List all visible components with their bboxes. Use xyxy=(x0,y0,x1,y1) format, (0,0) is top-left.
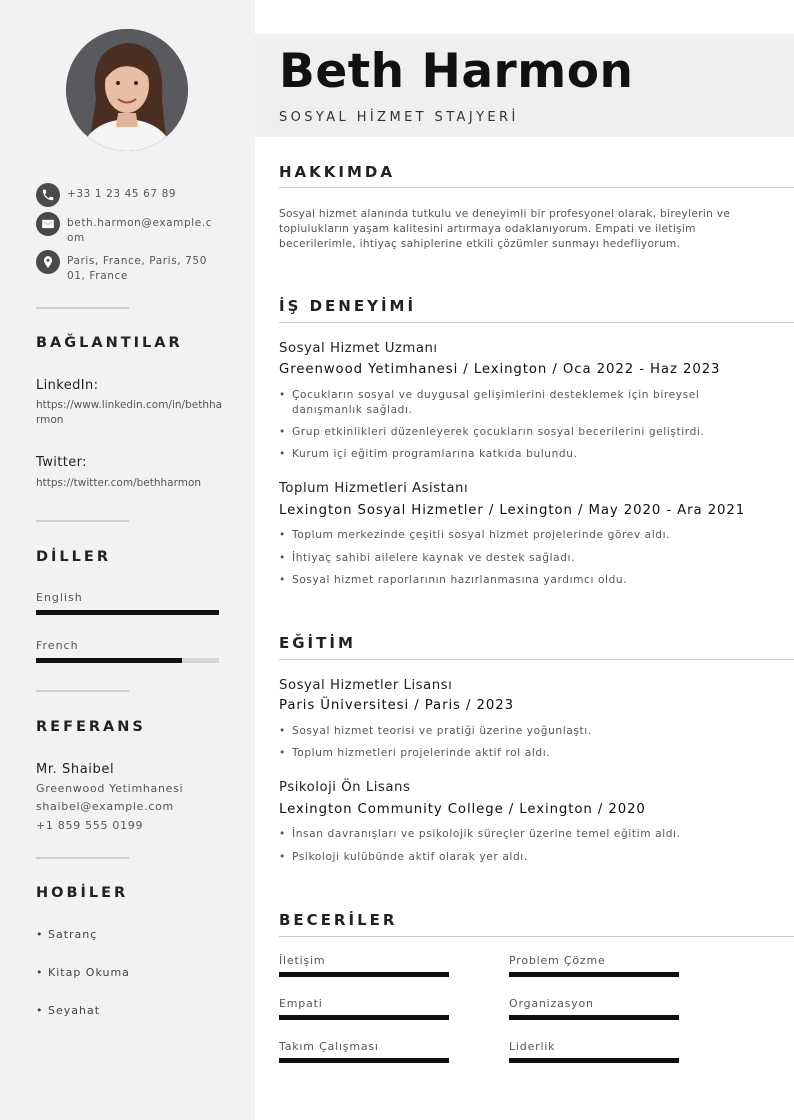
phone-text: +33 1 23 45 67 89 xyxy=(67,188,177,200)
hobby-item: • Kitap Okuma xyxy=(36,966,130,979)
language-level-fill xyxy=(36,610,219,615)
skill-level-fill xyxy=(279,1015,449,1020)
contact-email xyxy=(36,212,213,246)
skill-name: İletişim xyxy=(279,954,326,967)
job-bullet: • Grup etkinlikleri düzenleyerek çocukların sosyal becerilerini geliştirdi. xyxy=(279,425,752,440)
hobby-item: • Seyahat xyxy=(36,1004,101,1017)
hobby-item: • Satranç xyxy=(36,928,98,941)
language-level-bar xyxy=(36,610,219,615)
education-heading: EĞİTİM xyxy=(279,634,356,652)
section-rule xyxy=(279,187,794,188)
reference-name: Mr. Shaibel xyxy=(36,762,115,777)
language-level-fill xyxy=(36,658,182,663)
skills-heading: BECERİLER xyxy=(279,911,398,929)
sidebar xyxy=(0,0,255,1120)
section-rule xyxy=(279,659,794,660)
phone-icon xyxy=(36,183,60,207)
degree-bullet: • İnsan davranışları ve psikolojik süreçler üzerine temel eğitim aldı. xyxy=(279,827,752,842)
language-level-bar xyxy=(36,658,219,663)
location-pin-icon xyxy=(36,250,60,274)
about-text: Sosyal hizmet alanında tutkulu ve deneyimli bir profesyonel olarak, bireylerin ve toplulukların yaşam kalitesini artırmaya odaklanıyorum. Empati ve iletişim becerilerimle, ihtiyaç sahiplerine etkili çözümler sunmayı hedefliyorum. xyxy=(279,208,731,250)
skill-level-bar xyxy=(509,1015,679,1020)
job-title: Toplum Hizmetleri Asistanı xyxy=(279,481,469,496)
job-bullet: • Toplum merkezinde çeşitli sosyal hizmet projelerinde görev aldı. xyxy=(279,528,752,543)
job-bullet: • Kurum içi eğitim programlarına katkıda bulundu. xyxy=(279,447,752,462)
divider xyxy=(36,690,129,692)
skill-level-bar xyxy=(279,1015,449,1020)
job-bullet: • Çocukların sosyal ve duygusal gelişimlerini desteklemek için bireysel danışmanlık sağladı. xyxy=(279,388,752,418)
reference-phone: +1 859 555 0199 xyxy=(36,819,144,832)
degree-bullet: • Psikoloji kulübünde aktif olarak yer aldı. xyxy=(279,850,752,865)
degree-bullet: • Toplum hizmetleri projelerinde aktif rol aldı. xyxy=(279,746,752,761)
about-heading: HAKKIMDA xyxy=(279,163,395,181)
candidate-name: Beth Harmon xyxy=(279,44,634,99)
email-icon xyxy=(36,212,60,236)
skill-name: Empati xyxy=(279,997,323,1010)
twitter-label: Twitter: xyxy=(36,455,87,470)
skill-level-bar xyxy=(509,1058,679,1063)
linkedin-link[interactable]: https://www.linkedin.com/in/bethharmon xyxy=(36,399,223,426)
skill-level-fill xyxy=(279,1058,449,1063)
hobbies-heading: HOBİLER xyxy=(36,885,129,901)
profile-photo xyxy=(66,29,188,151)
job-employer: Lexington Sosyal Hizmetler / Lexington / May 2020 - Ara 2021 xyxy=(279,503,746,518)
contact-address xyxy=(36,250,213,284)
skill-level-bar xyxy=(279,1058,449,1063)
job-bullet: • İhtiyaç sahibi ailelere kaynak ve destek sağladı. xyxy=(279,551,752,566)
language-name: French xyxy=(36,639,79,652)
experience-heading: İŞ DENEYİMİ xyxy=(279,297,417,315)
section-rule xyxy=(279,322,794,323)
job-bullet: • Sosyal hizmet raporlarının hazırlanmasına yardımcı oldu. xyxy=(279,573,752,588)
divider xyxy=(36,857,129,859)
skill-level-bar xyxy=(279,972,449,977)
degree-title: Sosyal Hizmetler Lisansı xyxy=(279,678,453,693)
email-link[interactable]: beth.harmon@example.com xyxy=(67,217,213,244)
candidate-title: SOSYAL HİZMET STAJYERİ xyxy=(279,110,519,125)
degree-title: Psikoloji Ön Lisans xyxy=(279,780,411,795)
address-text: Paris, France, Paris, 75001, France xyxy=(67,255,207,282)
twitter-link[interactable]: https://twitter.com/bethharmon xyxy=(36,477,202,489)
skill-level-fill xyxy=(279,972,449,977)
skill-name: Liderlik xyxy=(509,1040,556,1053)
reference-heading: REFERANS xyxy=(36,719,146,735)
contact-phone xyxy=(36,183,213,207)
section-rule xyxy=(279,936,794,937)
skill-level-fill xyxy=(509,1058,679,1063)
job-title: Sosyal Hizmet Uzmanı xyxy=(279,341,438,356)
languages-heading: DİLLER xyxy=(36,549,111,565)
links-heading: BAĞLANTILAR xyxy=(36,335,183,351)
skill-name: Problem Çözme xyxy=(509,954,606,967)
reference-org: Greenwood Yetimhanesi xyxy=(36,782,184,795)
divider xyxy=(36,307,129,309)
reference-email[interactable]: shaibel@example.com xyxy=(36,800,174,813)
divider xyxy=(36,520,129,522)
degree-school: Lexington Community College / Lexington / 2020 xyxy=(279,802,646,817)
skill-level-bar xyxy=(509,972,679,977)
job-employer: Greenwood Yetimhanesi / Lexington / Oca 2022 - Haz 2023 xyxy=(279,362,721,377)
skill-level-fill xyxy=(509,972,679,977)
language-name: English xyxy=(36,591,83,604)
skill-name: Takım Çalışması xyxy=(279,1040,379,1053)
linkedin-label: LinkedIn: xyxy=(36,378,99,393)
degree-bullet: • Sosyal hizmet teorisi ve pratiği üzerine yoğunlaştı. xyxy=(279,724,752,739)
skill-level-fill xyxy=(509,1015,679,1020)
skill-name: Organizasyon xyxy=(509,997,594,1010)
degree-school: Paris Üniversitesi / Paris / 2023 xyxy=(279,698,514,713)
